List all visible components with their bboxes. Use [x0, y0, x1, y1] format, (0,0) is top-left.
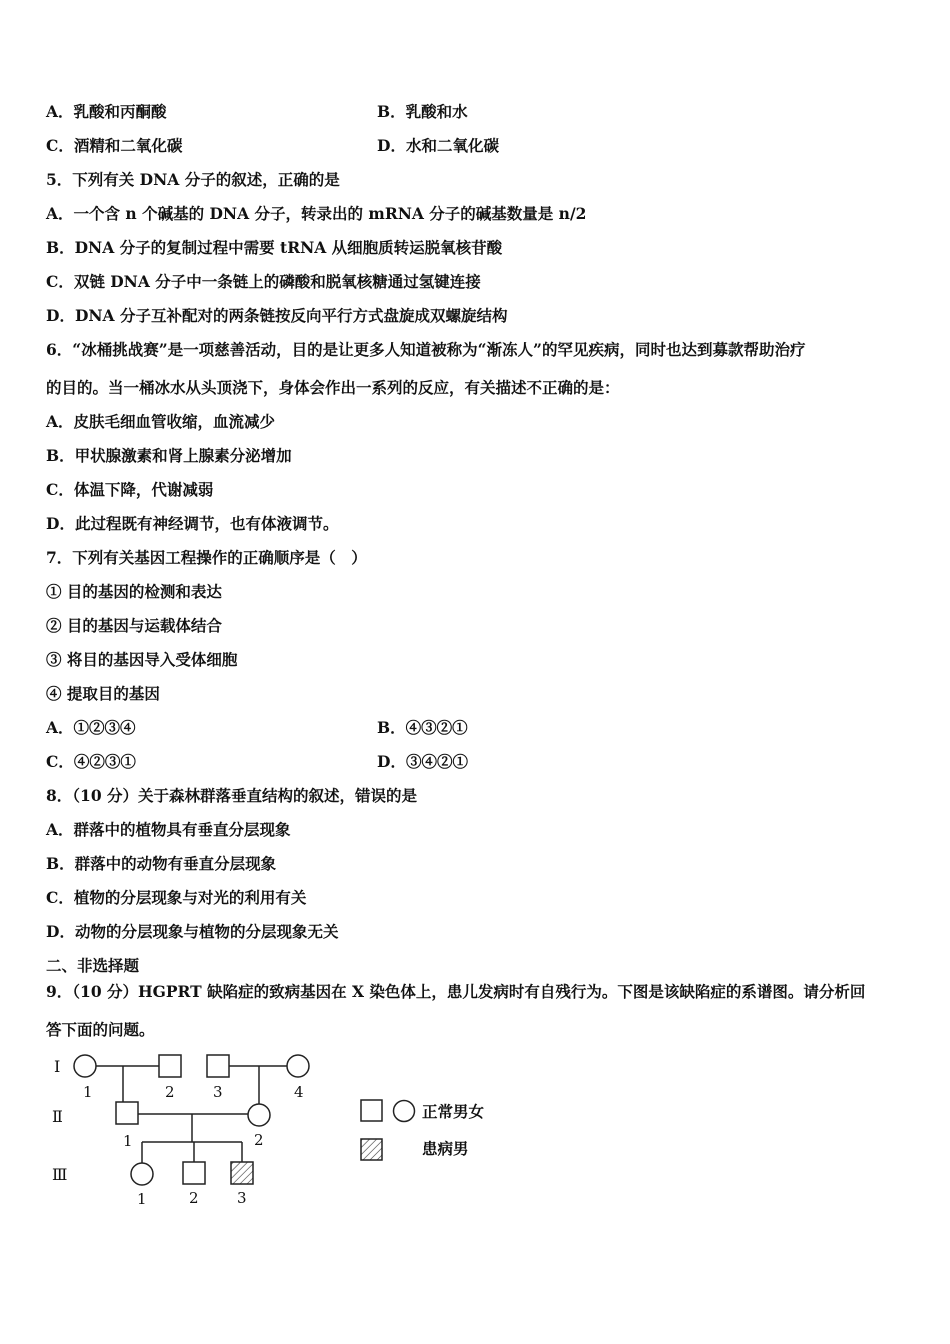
legend-normal-label: 正常男女 — [422, 1102, 485, 1121]
q4-option-b: B．乳酸和水 — [377, 102, 468, 121]
svg-text:3: 3 — [237, 1189, 247, 1207]
legend-circle-icon — [394, 1101, 415, 1122]
svg-text:2: 2 — [189, 1189, 199, 1207]
q4-option-a: A．乳酸和丙酮酸 — [46, 102, 167, 121]
q7-step-3: ③ 将目的基因导入受体细胞 — [46, 650, 238, 669]
legend-square-icon — [361, 1100, 382, 1121]
q6-option-c: C．体温下降，代谢减弱 — [46, 480, 214, 499]
q7-option-a: A．①②③④ — [46, 718, 136, 737]
gen1-male-2 — [159, 1055, 181, 1077]
q9-stem-line1: 9．（10 分）HGPRT 缺陷症的致病基因在 X 染色体上，患儿发病时有自残行为。下图是该缺陷症的系谱图。请分析回 — [46, 982, 866, 1001]
q8-option-b: B．群落中的动物有垂直分层现象 — [46, 854, 277, 873]
q5-option-c: C．双链 DNA 分子中一条链上的磷酸和脱氧核糖通过氢键连接 — [46, 272, 481, 291]
q7-stem: 7．下列有关基因工程操作的正确顺序是（ ） — [46, 548, 367, 567]
legend-hatched-square-icon — [361, 1139, 382, 1160]
q8-stem: 8．（10 分）关于森林群落垂直结构的叙述，错误的是 — [46, 786, 418, 805]
svg-text:2: 2 — [165, 1083, 175, 1101]
q8-option-d: D．动物的分层现象与植物的分层现象无关 — [46, 922, 339, 941]
gen3-female-1 — [131, 1163, 153, 1185]
svg-text:1: 1 — [137, 1190, 147, 1208]
q4-option-c: C．酒精和二氧化碳 — [46, 136, 183, 155]
pedigree-chart — [40, 1044, 520, 1214]
gen3-male-2 — [183, 1162, 205, 1184]
svg-text:1: 1 — [83, 1083, 93, 1101]
gen1-female-4 — [287, 1055, 309, 1077]
q8-option-a: A．群落中的植物具有垂直分层现象 — [46, 820, 291, 839]
q7-option-c: C．④②③① — [46, 752, 136, 771]
svg-text:2: 2 — [254, 1131, 264, 1149]
q5-option-b: B．DNA 分子的复制过程中需要 tRNA 从细胞质转运脱氧核苷酸 — [46, 238, 503, 257]
gen-label-3: Ⅲ — [52, 1165, 68, 1184]
gen2-male-1 — [116, 1102, 138, 1124]
gen3-affected-male-3 — [231, 1162, 253, 1184]
q6-stem-line1: 6．“冰桶挑战赛”是一项慈善活动，目的是让更多人知道被称为“渐冻人”的罕见疾病，同时也达到募款帮助治疗 — [46, 340, 806, 359]
q7-option-d: D．③④②① — [377, 752, 468, 771]
q4-option-d: D．水和二氧化碳 — [377, 136, 499, 155]
legend-affected-label: 患病男 — [422, 1139, 469, 1158]
q6-option-d: D．此过程既有神经调节，也有体液调节。 — [46, 514, 339, 533]
q6-option-a: A．皮肤毛细血管收缩，血流减少 — [46, 412, 276, 431]
q8-option-c: C．植物的分层现象与对光的利用有关 — [46, 888, 307, 907]
section-heading: 二、非选择题 — [46, 956, 140, 975]
gen2-female-2 — [248, 1104, 270, 1126]
svg-text:3: 3 — [213, 1083, 223, 1101]
q7-step-1: ① 目的基因的检测和表达 — [46, 582, 222, 601]
q5-option-d: D．DNA 分子互补配对的两条链按反向平行方式盘旋成双螺旋结构 — [46, 306, 508, 325]
svg-text:1: 1 — [123, 1132, 133, 1150]
q6-option-b: B．甲状腺激素和肾上腺素分泌增加 — [46, 446, 292, 465]
q9-stem-line2: 答下面的问题。 — [46, 1020, 155, 1039]
gen1-female-1 — [74, 1055, 96, 1077]
gen1-male-3 — [207, 1055, 229, 1077]
q5-stem: 5．下列有关 DNA 分子的叙述，正确的是 — [46, 170, 340, 189]
q6-stem-line2: 的目的。当一桶冰水从头顶浇下，身体会作出一系列的反应，有关描述不正确的是： — [46, 378, 620, 397]
q5-option-a: A．一个含 n 个碱基的 DNA 分子，转录出的 mRNA 分子的碱基数量是 n/2 — [46, 204, 587, 223]
svg-text:4: 4 — [294, 1083, 304, 1101]
q7-step-2: ② 目的基因与运载体结合 — [46, 616, 222, 635]
q7-step-4: ④ 提取目的基因 — [46, 684, 160, 703]
gen-label-1: Ⅰ — [54, 1057, 61, 1076]
gen-label-2: Ⅱ — [52, 1107, 63, 1126]
q7-option-b: B．④③②① — [377, 718, 468, 737]
